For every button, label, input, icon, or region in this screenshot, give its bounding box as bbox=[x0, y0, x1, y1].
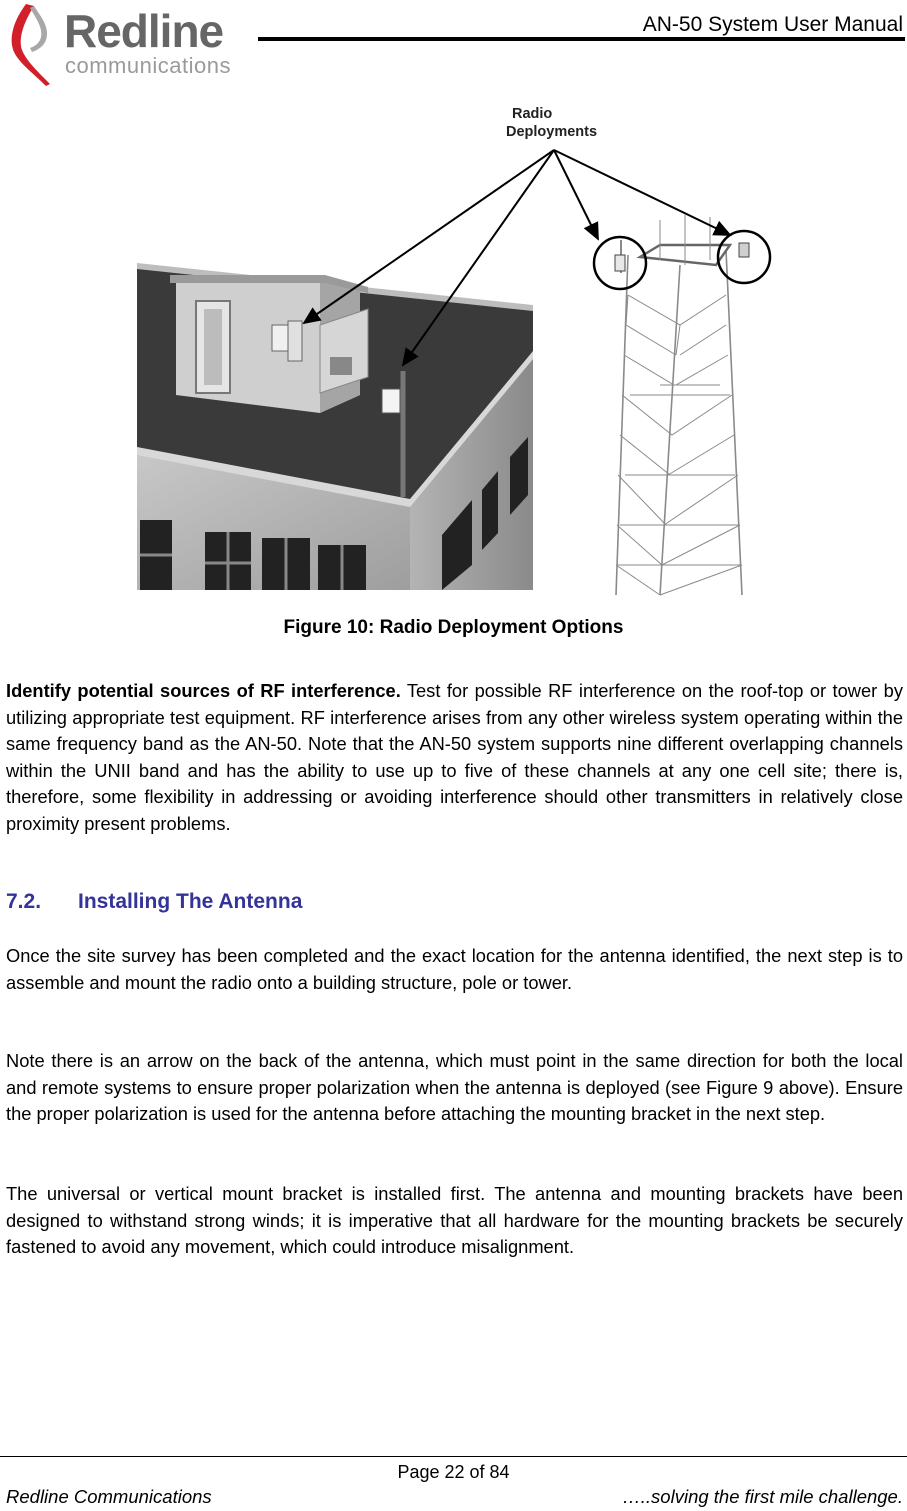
arrow-to-tower-radio-left bbox=[554, 150, 598, 239]
page-number: Page 22 of 84 bbox=[397, 1462, 510, 1482]
section-title: Installing The Antenna bbox=[78, 890, 303, 913]
paragraph-lead: Identify potential sources of RF interference. bbox=[6, 680, 401, 701]
lattice-tower bbox=[615, 215, 749, 595]
footer-tagline: …..solving the first mile challenge. bbox=[622, 1486, 903, 1507]
building bbox=[137, 263, 533, 590]
radio-deployment-figure bbox=[120, 95, 800, 600]
paragraph-antenna-arrow: Note there is an arrow on the back of the antenna, which must point in the same direction for both the local and remote systems to ensure proper polarization when the antenna is deployed (see Figure 9 above). Ensure the proper polarization is used for the antenna before attaching the mounting bracket in the next step. bbox=[6, 1050, 903, 1124]
callout-label-line1: Radio bbox=[512, 106, 553, 122]
manual-title: AN-50 System User Manual bbox=[642, 13, 903, 36]
section-heading bbox=[6, 890, 302, 914]
figure-caption: Figure 10: Radio Deployment Options bbox=[283, 617, 624, 638]
paragraph-text: Test for possible RF interference on the roof-top or tower by utilizing appropriate test equipment. RF interference arises from any other wireless system operating within the same frequency band as the AN-50. Note that the AN-50 system supports nine different overlapping channels within the UNII band and has the ability to use up to five of these channels at any one cell site; there is, therefore, some flexibility in addressing or avoiding interference should other transmitters in relatively close proximity present problems. bbox=[6, 680, 903, 834]
footer-company: Redline Communications bbox=[6, 1486, 212, 1507]
header-rule bbox=[258, 37, 905, 41]
paragraph-rf-interference bbox=[6, 678, 903, 837]
logo-subtitle: communications bbox=[65, 53, 231, 78]
redline-logo bbox=[6, 0, 256, 88]
paragraph-site-survey: Once the site survey has been completed and the exact location for the antenna identified, the next step is to assemble and mount the radio onto a building structure, pole or tower. bbox=[6, 945, 903, 993]
deployment-illustration bbox=[120, 95, 800, 600]
footer-rule bbox=[0, 1456, 907, 1457]
callout-label-line2: Deployments bbox=[506, 124, 598, 140]
section-number: 7.2. bbox=[6, 890, 42, 913]
logo-wordmark: Redline bbox=[64, 5, 224, 57]
page-header bbox=[0, 0, 907, 90]
redline-logo-icon bbox=[6, 0, 66, 88]
arrow-to-tower-radio-right bbox=[554, 150, 730, 235]
paragraph-mount-bracket: The universal or vertical mount bracket is installed first. The antenna and mounting brackets have been designed to withstand strong winds; it is imperative that all hardware for the mounting brackets be securely fastened to avoid any movement, which could introduce misalignment. bbox=[6, 1183, 903, 1257]
